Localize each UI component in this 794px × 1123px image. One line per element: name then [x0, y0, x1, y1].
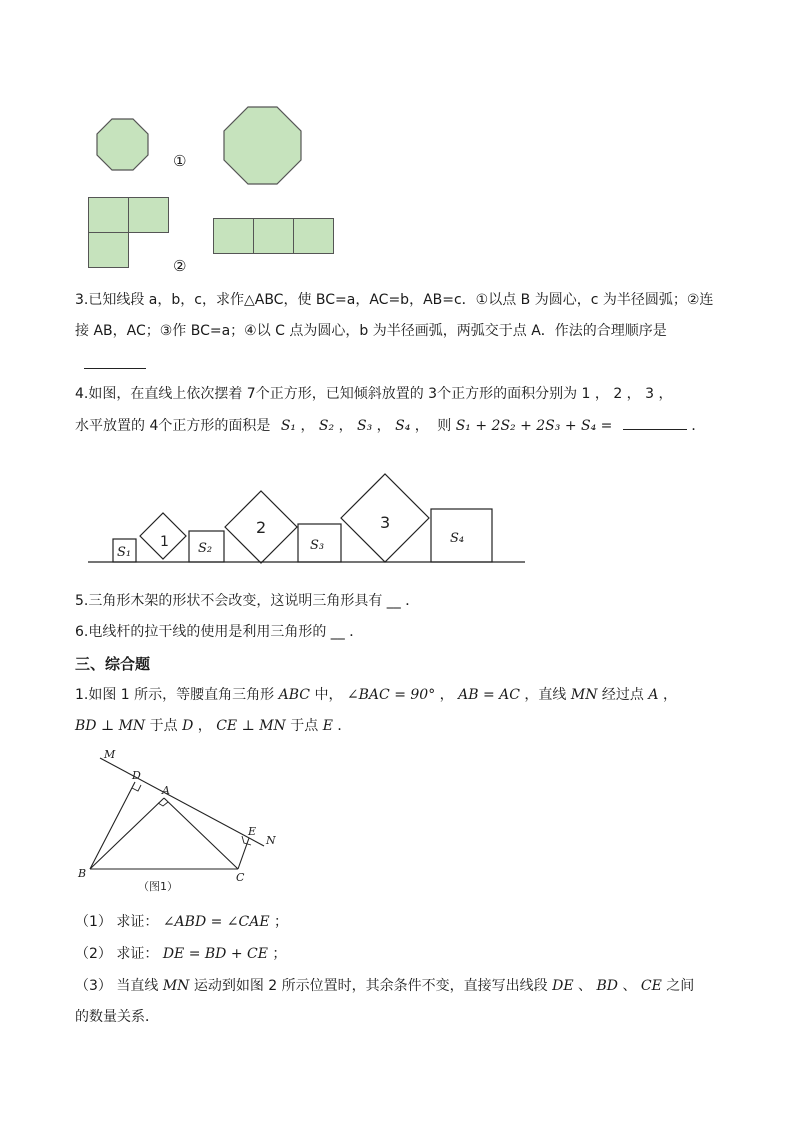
p1-text-b: 中，: [314, 687, 343, 703]
question-4-line-1: 4.如图，在直线上依次摆着 7个正方形，已知倾斜放置的 3个正方形的面积分别为 1 ， 2 ， 3 ，: [75, 386, 673, 402]
p1-text-a: 1.如图 1 所示，等腰直角三角形: [75, 687, 275, 703]
question-5: 5.三角形木架的形状不会改变，这说明三角形具有 __ ．: [75, 593, 420, 609]
problem-1-line-1: 1.如图 1 所示，等腰直角三角形 ABC 中， ∠BAC = 90° ， AB = AC ，直线 MN 经过点 A ，: [75, 687, 677, 703]
p1-text-f: 于点: [290, 718, 319, 734]
large-octagon: [224, 107, 301, 184]
sub-question-1: [75, 912, 288, 932]
p1-mn: MN: [570, 687, 598, 703]
sub2-prefix: （2） 求证：: [75, 946, 159, 962]
sub2-expression: DE = BD + CE: [162, 946, 268, 962]
label-n: N: [266, 834, 276, 847]
square-cell: [294, 219, 334, 254]
figure-octagons: [90, 104, 320, 184]
q4-line2-prefix: 水平放置的 4个正方形的面积是: [75, 418, 271, 434]
label-e: E: [248, 825, 257, 838]
p1-ab-eq: AB = AC: [458, 687, 520, 703]
sub3-mn: MN: [162, 978, 190, 994]
label-c: C: [236, 871, 245, 884]
label-b: B: [78, 867, 87, 880]
sub3-text-b: 运动到如图 2 所示位置时，其余条件不变，直接写出线段: [193, 978, 548, 994]
question-3-line-2: 接 AB，AC；③作 BC=a；④以 C 点为圆心，b 为半径画弧，两弧交于点 A．作法的合理顺序是: [75, 323, 667, 339]
sub3-de: DE: [552, 978, 574, 994]
sub2-end: ；: [272, 946, 287, 962]
q4-s4: S₄: [395, 418, 411, 434]
section-title: 三、综合题: [75, 655, 151, 673]
label-a: A: [162, 784, 170, 797]
figure-1-triangle: [76, 750, 296, 895]
label-m: M: [104, 748, 116, 761]
figure-marker-1: ①: [173, 152, 187, 170]
square-cell: [214, 219, 254, 254]
sub1-end: ；: [274, 914, 289, 930]
p1-ce-perp: CE ⊥ MN: [216, 718, 286, 734]
small-octagon: [97, 119, 148, 170]
p1-point-d: D: [182, 718, 194, 734]
q4-then: 则: [437, 418, 452, 434]
label-d: D: [132, 769, 141, 782]
square-cell: [254, 219, 294, 254]
tilted-label-2: 2: [256, 518, 267, 537]
p1-point-a: A: [648, 687, 659, 703]
problem-1-line-2: BD ⊥ MN 于点 D ， CE ⊥ MN 于点 E ．: [75, 718, 352, 734]
figure-1-caption: （图1）: [138, 880, 178, 893]
square-cell: [89, 233, 129, 268]
figure-squares: [88, 197, 338, 272]
question-3-answer-blank[interactable]: [84, 352, 146, 369]
flat-label-s3: S₃: [310, 538, 325, 553]
p1-text-c: ，直线: [524, 687, 567, 703]
squares-on-line-figure: [88, 470, 528, 570]
p1-text-e: 于点: [149, 718, 178, 734]
p1-angle-eq: ∠BAC = 90°: [346, 687, 436, 703]
sub-question-3-line-1: [75, 976, 694, 996]
sub3-text-a: （3） 当直线: [75, 978, 159, 994]
sub3-sep-1: 、: [578, 978, 593, 994]
flat-label-s1: S₁: [117, 545, 132, 560]
square-cell: [129, 198, 169, 233]
p1-bd-perp: BD ⊥ MN: [75, 718, 146, 734]
sub3-text-c: 之间: [666, 978, 695, 994]
q4-s1: S₁: [280, 418, 297, 434]
flat-label-s4: S₄: [450, 531, 465, 546]
p1-abc: ABC: [278, 687, 310, 703]
square-cell: [89, 198, 129, 233]
q4-s2: S₂: [318, 418, 335, 434]
tilted-label-1: 1: [160, 534, 169, 550]
sub-question-2: [75, 944, 286, 964]
sub1-prefix: （1） 求证：: [75, 914, 159, 930]
q4-answer-blank[interactable]: [623, 415, 687, 430]
p1-point-e: E: [322, 718, 333, 734]
question-6: 6.电线杆的拉干线的使用是利用三角形的 __ ．: [75, 624, 364, 640]
sub-question-3-line-2: 的数量关系．: [75, 1009, 159, 1025]
q4-expression: S₁ + 2S₂ + 2S₃ + S₄ =: [455, 418, 613, 434]
figure-marker-2: ②: [173, 257, 187, 275]
segment-ba: [90, 798, 164, 869]
question-3-line-1: 3.已知线段 a，b，c，求作△ABC，使 BC=a，AC=b，AB=c．①以点 B 为圆心，c 为半径圆弧；②连: [75, 292, 714, 308]
segment-ac: [164, 798, 238, 869]
flat-label-s2: S₂: [198, 541, 213, 556]
q4-s3: S₃: [357, 418, 373, 434]
sub3-ce: CE: [640, 978, 662, 994]
q4-end: ．: [691, 418, 706, 434]
sub3-sep-2: 、: [622, 978, 637, 994]
question-4-line-2: 水平放置的 4个正方形的面积是 S₁ ， S₂ ， S₃ ， S₄ ， 则 S₁ + 2S₂ + 2S₃ + S₄ = ．: [75, 415, 705, 436]
sub3-bd: BD: [596, 978, 618, 994]
segment-bd: [90, 782, 135, 869]
tilted-label-3: 3: [380, 513, 391, 532]
p1-text-d: 经过点: [601, 687, 644, 703]
sub1-expression: ∠ABD = ∠CAE: [162, 914, 270, 930]
